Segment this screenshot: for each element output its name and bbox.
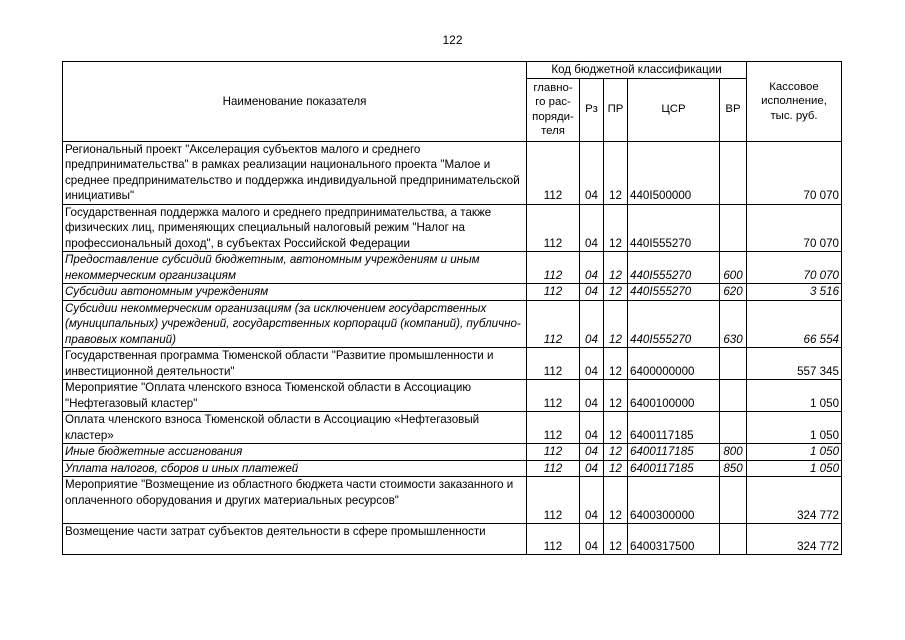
row-rz: 04 xyxy=(580,444,604,461)
table-row xyxy=(63,460,842,477)
row-glav: 112 xyxy=(527,300,580,348)
row-csr: 6400117185 xyxy=(628,460,720,477)
row-pr: 12 xyxy=(604,204,628,252)
row-rz: 04 xyxy=(580,412,604,444)
row-glav: 112 xyxy=(527,348,580,380)
row-glav: 112 xyxy=(527,284,580,301)
row-pr: 12 xyxy=(604,380,628,412)
table-row xyxy=(63,284,842,301)
row-pr: 12 xyxy=(604,460,628,477)
row-name: Оплата членского взноса Тюменской области в Ассоциацию «Нефтегазовый кластер» xyxy=(63,412,527,444)
row-amount: 70 070 xyxy=(747,141,842,204)
table-row xyxy=(63,524,842,555)
row-csr: 440I555270 xyxy=(628,252,720,284)
row-csr: 440I500000 xyxy=(628,141,720,204)
row-name: Уплата налогов, сборов и иных платежей xyxy=(63,460,527,477)
table-row xyxy=(63,412,842,444)
header-name: Наименование показателя xyxy=(63,62,527,142)
header-pr: ПР xyxy=(604,78,628,141)
row-pr: 12 xyxy=(604,252,628,284)
row-rz: 04 xyxy=(580,460,604,477)
row-glav: 112 xyxy=(527,477,580,524)
row-amount: 66 554 xyxy=(747,300,842,348)
row-vr xyxy=(720,477,747,524)
row-vr: 800 xyxy=(720,444,747,461)
row-vr: 600 xyxy=(720,252,747,284)
page-number: 122 xyxy=(442,33,463,47)
row-rz: 04 xyxy=(580,477,604,524)
row-amount: 324 772 xyxy=(747,524,842,555)
row-pr: 12 xyxy=(604,348,628,380)
row-csr: 6400100000 xyxy=(628,380,720,412)
row-glav: 112 xyxy=(527,252,580,284)
row-glav: 112 xyxy=(527,412,580,444)
row-vr xyxy=(720,412,747,444)
row-rz: 04 xyxy=(580,284,604,301)
row-name: Предоставление субсидий бюджетным, автономным учреждениям и иным некоммерческим организациям xyxy=(63,252,527,284)
header-csr: ЦСР xyxy=(628,78,720,141)
row-vr xyxy=(720,380,747,412)
row-amount: 1 050 xyxy=(747,444,842,461)
row-name: Субсидии автономным учреждениям xyxy=(63,284,527,301)
row-amount: 70 070 xyxy=(747,204,842,252)
row-csr: 6400117185 xyxy=(628,412,720,444)
row-rz: 04 xyxy=(580,141,604,204)
table-row xyxy=(63,444,842,461)
row-amount: 324 772 xyxy=(747,477,842,524)
row-name: Мероприятие "Оплата членского взноса Тюменской области в Ассоциацию "Нефтегазовый кластер" xyxy=(63,380,527,412)
row-name: Иные бюджетные ассигнования xyxy=(63,444,527,461)
row-csr: 6400317500 xyxy=(628,524,720,555)
table-row xyxy=(63,300,842,348)
row-vr xyxy=(720,204,747,252)
header-amount: Кассовое исполнение, тыс. руб. xyxy=(747,62,842,142)
row-rz: 04 xyxy=(580,252,604,284)
header-vr: ВР xyxy=(720,78,747,141)
table-row xyxy=(63,204,842,252)
header-code-group: Код бюджетной классификации xyxy=(527,62,747,79)
row-amount: 1 050 xyxy=(747,460,842,477)
row-pr: 12 xyxy=(604,477,628,524)
row-rz: 04 xyxy=(580,524,604,555)
row-amount: 70 070 xyxy=(747,252,842,284)
row-amount: 1 050 xyxy=(747,412,842,444)
row-name: Государственная программа Тюменской области "Развитие промышленности и инвестиционной деятельности" xyxy=(63,348,527,380)
row-glav: 112 xyxy=(527,444,580,461)
row-vr: 850 xyxy=(720,460,747,477)
row-amount: 1 050 xyxy=(747,380,842,412)
row-pr: 12 xyxy=(604,284,628,301)
row-rz: 04 xyxy=(580,348,604,380)
row-name: Субсидии некоммерческим организациям (за исключением государственных (муниципальных) учреждений, государственных корпораций (компаний), публично-правовых компаний) xyxy=(63,300,527,348)
table-row xyxy=(63,252,842,284)
row-vr xyxy=(720,348,747,380)
row-name: Мероприятие "Возмещение из областного бюджета части стоимости заказанного и оплаченного оборудования и других материальных ресурсов" xyxy=(63,477,527,524)
row-pr: 12 xyxy=(604,444,628,461)
row-glav: 112 xyxy=(527,524,580,555)
header-rz: Рз xyxy=(580,78,604,141)
row-glav: 112 xyxy=(527,204,580,252)
row-amount: 557 345 xyxy=(747,348,842,380)
row-vr: 620 xyxy=(720,284,747,301)
row-csr: 440I555270 xyxy=(628,204,720,252)
row-name: Государственная поддержка малого и среднего предпринимательства, а также физических лиц, применяющих специальный налоговый режим "Налог на профессиональный доход", в субъектах Российской Федерации xyxy=(63,204,527,252)
row-glav: 112 xyxy=(527,380,580,412)
budget-table xyxy=(62,61,842,555)
row-amount: 3 516 xyxy=(747,284,842,301)
row-csr: 6400117185 xyxy=(628,444,720,461)
row-rz: 04 xyxy=(580,380,604,412)
table-row xyxy=(63,141,842,204)
row-csr: 440I555270 xyxy=(628,300,720,348)
table-row xyxy=(63,380,842,412)
row-csr: 6400000000 xyxy=(628,348,720,380)
row-glav: 112 xyxy=(527,460,580,477)
row-csr: 440I555270 xyxy=(628,284,720,301)
header-glav: главно-го рас-поряди-теля xyxy=(527,78,580,141)
row-name: Региональный проект "Акселерация субъектов малого и среднего предпринимательства" в рамках реализации национального проекта "Малое и среднее предпринимательство и поддержка индивидуальной предпринимательской инициативы" xyxy=(63,141,527,204)
row-rz: 04 xyxy=(580,300,604,348)
row-vr: 630 xyxy=(720,300,747,348)
row-pr: 12 xyxy=(604,141,628,204)
table-row xyxy=(63,348,842,380)
row-vr xyxy=(720,524,747,555)
row-pr: 12 xyxy=(604,524,628,555)
row-glav: 112 xyxy=(527,141,580,204)
table-row xyxy=(63,477,842,524)
row-pr: 12 xyxy=(604,300,628,348)
row-rz: 04 xyxy=(580,204,604,252)
row-csr: 6400300000 xyxy=(628,477,720,524)
row-vr xyxy=(720,141,747,204)
row-pr: 12 xyxy=(604,412,628,444)
row-name: Возмещение части затрат субъектов деятельности в сфере промышленности xyxy=(63,524,527,555)
